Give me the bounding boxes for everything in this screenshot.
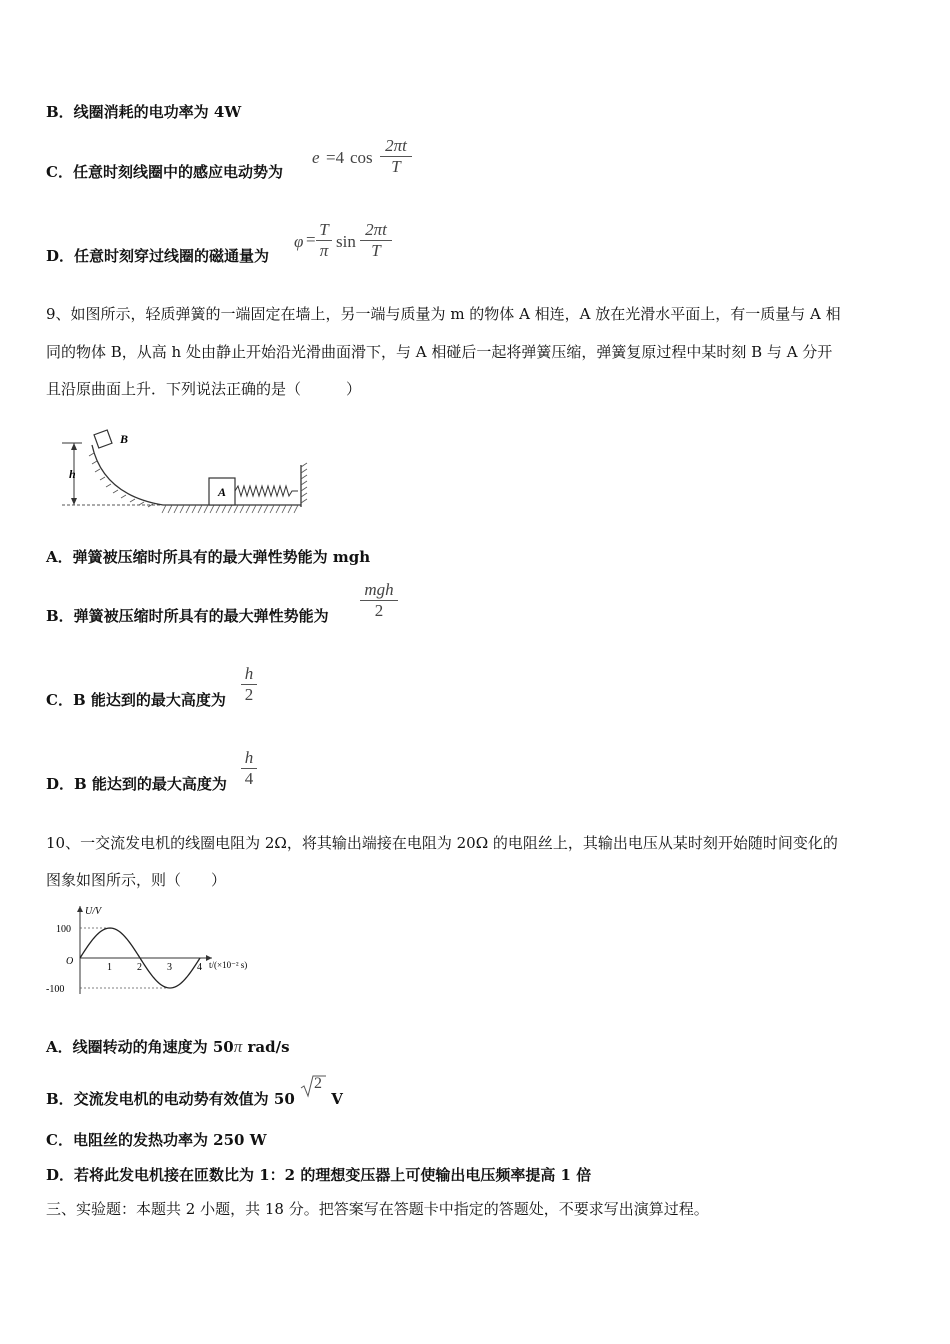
q9-stem-line2: 同的物体 B，从高 h 处由静止开始沿光滑曲面滑下，与 A 相碰后一起将弹簧压缩，弹簧复原过程中某时刻 B 与 A 分开 xyxy=(46,343,833,361)
block-b-label: B xyxy=(120,432,129,446)
xtick-label: 4 xyxy=(197,962,202,973)
xtick-label: 2 xyxy=(137,962,142,973)
q9-option-b-fraction: mgh 2 xyxy=(360,580,398,621)
curved-surface xyxy=(92,445,163,505)
q9-option-d: D．B 能达到的最大高度为 xyxy=(46,775,227,793)
y-axis-label: U/V xyxy=(85,906,102,917)
q9-figure xyxy=(58,425,318,520)
spring xyxy=(235,486,298,496)
q10-option-d: D．若将此发电机接在匝数比为 1：2 的理想变压器上可使输出电压频率提高 1 倍 xyxy=(46,1166,592,1184)
wall-hatching xyxy=(301,463,307,503)
q8-option-d: D．任意时刻穿过线圈的磁通量为 xyxy=(46,247,270,265)
y-axis-arrow xyxy=(77,906,83,912)
block-a-label: A xyxy=(218,485,227,499)
q8-option-c: C．任意时刻线圈中的感应电动势为 xyxy=(46,163,283,181)
block-b xyxy=(94,430,112,448)
q9-option-d-fraction: h 4 xyxy=(241,748,257,789)
xtick-label: 3 xyxy=(167,962,172,973)
q10-option-a: A．线圈转动的角速度为 50π rad/s xyxy=(46,1037,290,1056)
section-3-heading: 三、实验题：本题共 2 小题，共 18 分。把答案写在答题卡中指定的答题处，不要求写出演算过程。 xyxy=(46,1200,709,1218)
sqrt-sign-icon xyxy=(300,1072,326,1100)
q9-option-b: B．弹簧被压缩时所具有的最大弹性势能为 xyxy=(46,607,329,625)
q10-stem-line2: 图象如图所示，则（ ） xyxy=(46,871,227,889)
q10-option-b: B．交流发电机的电动势有效值为 50 2 V xyxy=(46,1084,343,1109)
q9-option-c-fraction: h 2 xyxy=(241,664,257,705)
height-label: h xyxy=(69,467,76,481)
xtick-label: 1 xyxy=(107,962,112,973)
height-arrow-top xyxy=(71,443,77,450)
curve-hatching xyxy=(89,453,153,507)
q9-stem-line1: 9、如图所示，轻质弹簧的一端固定在墙上，另一端与质量为 m 的物体 A 相连，A 放在光滑水平面上，有一质量与 A 相 xyxy=(46,305,841,323)
ground-hatching xyxy=(162,505,298,513)
sqrt-symbol: 2 xyxy=(300,1084,326,1104)
ytick-label-max: 100 xyxy=(56,924,71,935)
x-axis-label: t/(×10⁻² s) xyxy=(209,960,248,970)
origin-label: O xyxy=(66,956,74,967)
height-arrow-bottom xyxy=(71,498,77,505)
q8-option-d-formula: φ = T π sin 2πt T xyxy=(294,220,404,270)
q10-chart xyxy=(44,902,264,997)
q8-option-c-formula: e =4 cos 2πt T xyxy=(312,136,412,184)
q9-option-a: A．弹簧被压缩时所具有的最大弹性势能为 mgh xyxy=(46,548,371,566)
q9-stem-line3: 且沿原曲面上升．下列说法正确的是（ ） xyxy=(46,380,362,398)
ytick-label-min: -100 xyxy=(46,984,65,995)
q8-option-b: B．线圈消耗的电功率为 4W xyxy=(46,103,242,121)
q9-option-c: C．B 能达到的最大高度为 xyxy=(46,691,226,709)
q10-option-c: C．电阻丝的发热功率为 250 W xyxy=(46,1131,267,1149)
q10-stem-line1: 10、一交流发电机的线圈电阻为 2Ω，将其输出端接在电阻为 20Ω 的电阻丝上，其输出电压从某时刻开始随时间变化的 xyxy=(46,834,838,852)
